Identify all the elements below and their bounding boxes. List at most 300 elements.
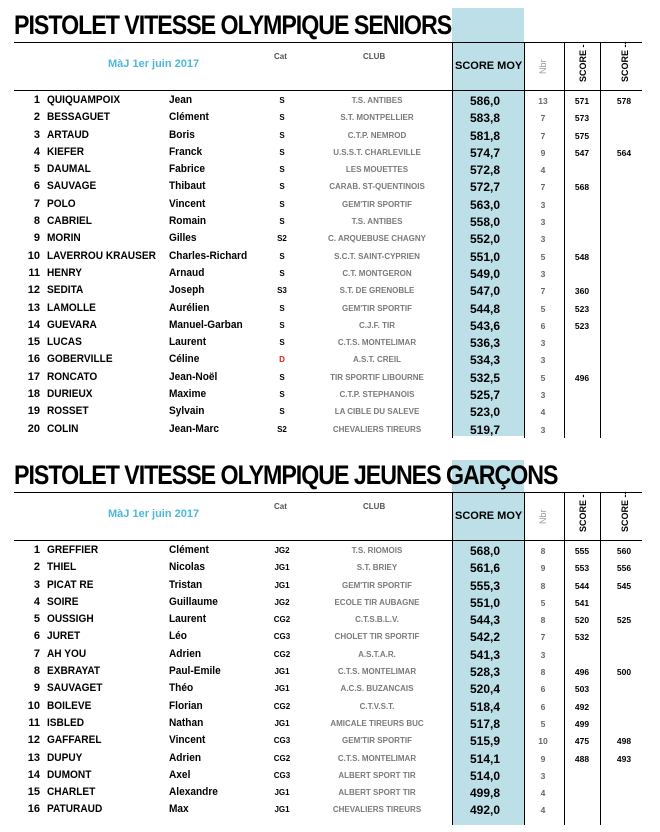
score-2-cell: 560 [616, 546, 632, 556]
first-name-cell: Céline [169, 353, 200, 366]
rank-cell: 3 [33, 578, 40, 591]
rank-cell: 7 [33, 197, 40, 210]
score-1-cell: 488 [574, 753, 590, 764]
average-score-cell: 549,0 [469, 266, 501, 281]
category-cell: S [279, 268, 285, 278]
club-cell: ECOLE TIR AUBAGNE [334, 597, 420, 607]
average-score-cell: 514,1 [469, 751, 501, 766]
score-1-cell: 360 [574, 286, 590, 297]
category-cell: CG3 [273, 736, 291, 746]
header-score-2: SCORE -- [620, 41, 630, 82]
header-top-rule [14, 42, 642, 43]
table-row [0, 646, 660, 663]
category-cell: S [279, 113, 285, 123]
first-name-cell: Jean-Noël [169, 370, 218, 383]
update-date: MàJ 1er juin 2017 [108, 58, 200, 70]
score-1-cell: 541 [574, 597, 590, 608]
match-count-cell: 5 [540, 251, 546, 262]
category-cell: JG1 [274, 718, 290, 728]
average-score-cell: 523,0 [469, 405, 501, 420]
last-name-cell: SAUVAGET [47, 682, 103, 695]
average-score-cell: 544,3 [469, 613, 501, 628]
table-row [0, 732, 660, 749]
first-name-cell: Théo [169, 682, 194, 695]
club-cell: C.T.S. MONTELIMAR [337, 338, 417, 348]
table-row [0, 680, 660, 697]
table-row [0, 559, 660, 576]
club-cell: C. ARQUEBUSE CHAGNY [328, 234, 426, 244]
score-1-cell: 575 [574, 130, 590, 141]
average-score-cell: 499,8 [469, 786, 501, 801]
category-cell: CG2 [273, 753, 291, 763]
category-cell: S [279, 407, 285, 417]
category-cell: S [279, 96, 285, 105]
score-1-cell: 547 [574, 147, 590, 158]
average-score-cell: 534,3 [469, 353, 501, 368]
table-row [0, 127, 660, 144]
header-score-1: SCORE - [578, 494, 588, 532]
table-row [0, 109, 660, 126]
header-cat: Cat [274, 502, 287, 511]
first-name-cell: Vincent [169, 734, 206, 747]
first-name-cell: Paul-Emile [169, 665, 221, 678]
table-row [0, 196, 660, 213]
match-count-cell: 8 [540, 615, 546, 626]
table-row [0, 351, 660, 368]
juniors-section [0, 450, 660, 832]
header-score-2: SCORE -- [620, 491, 630, 532]
table-row [0, 628, 660, 645]
last-name-cell: CHARLET [47, 786, 96, 799]
table-row [0, 594, 660, 611]
category-cell: JG2 [274, 546, 290, 555]
table-row [0, 577, 660, 594]
first-name-cell: Romain [169, 215, 207, 228]
match-count-cell: 7 [540, 130, 546, 141]
average-score-cell: 541,3 [469, 647, 501, 662]
average-score-cell: 586,0 [469, 94, 501, 108]
score-1-cell: 475 [574, 736, 590, 747]
category-cell: CG2 [273, 615, 291, 625]
first-name-cell: Jean [169, 94, 193, 106]
category-cell: S [279, 130, 285, 140]
last-name-cell: BESSAGUET [47, 111, 110, 124]
header-nbr: Nbr [538, 59, 548, 74]
first-name-cell: Axel [169, 768, 191, 781]
table-row [0, 663, 660, 680]
match-count-cell: 13 [538, 96, 548, 106]
first-name-cell: Fabrice [169, 163, 206, 176]
last-name-cell: MORIN [47, 232, 81, 245]
first-name-cell: Nicolas [169, 561, 206, 574]
category-cell: JG1 [274, 580, 290, 590]
rank-cell: 8 [33, 215, 40, 228]
average-score-cell: 492,0 [469, 803, 501, 818]
match-count-cell: 4 [540, 788, 546, 799]
score-1-cell: 496 [574, 372, 590, 383]
table-row [0, 144, 660, 161]
last-name-cell: DUMONT [47, 768, 92, 781]
club-cell: C.T.S.B.L.V. [355, 615, 399, 625]
rank-cell: 2 [33, 111, 40, 124]
header-bottom-rule [14, 90, 642, 91]
header-club: CLUB [363, 502, 386, 511]
score-1-cell: 553 [574, 563, 590, 574]
average-score-cell: 544,8 [469, 301, 501, 316]
category-cell: S [279, 165, 285, 175]
club-cell: A.C.S. BUZANCAIS [340, 684, 414, 694]
juniors-ranking-table [0, 542, 660, 819]
rank-cell: 3 [33, 128, 40, 141]
table-row [0, 282, 660, 299]
club-cell: U.S.S.T. CHARLEVILLE [333, 147, 421, 157]
category-cell: S2 [277, 234, 287, 244]
last-name-cell: LAVERROU KRAUSER [47, 249, 156, 262]
average-score-cell: 572,8 [469, 163, 501, 178]
header-top-rule [14, 492, 642, 493]
first-name-cell: Clément [169, 111, 209, 124]
last-name-cell: OUSSIGH [47, 613, 94, 626]
score-1-cell: 544 [574, 580, 590, 591]
rank-cell: 5 [33, 613, 40, 626]
last-name-cell: LAMOLLE [47, 301, 96, 314]
average-score-cell: 561,6 [469, 561, 501, 576]
first-name-cell: Franck [169, 145, 203, 158]
header-bottom-rule [14, 540, 642, 541]
score-1-cell: 571 [574, 96, 590, 106]
seniors-ranking-table [0, 92, 660, 438]
club-cell: ALBERT SPORT TIR [338, 788, 416, 798]
average-score-cell: 542,2 [469, 630, 501, 645]
last-name-cell: RONCATO [47, 370, 98, 383]
match-count-cell: 3 [540, 268, 546, 279]
average-score-cell: 568,0 [469, 544, 501, 558]
rank-cell: 11 [28, 266, 40, 279]
rank-cell: 16 [27, 803, 40, 816]
score-2-cell: 545 [616, 580, 632, 591]
first-name-cell: Jean-Marc [169, 422, 220, 435]
category-cell: S [279, 147, 285, 157]
score-1-cell: 503 [574, 684, 590, 695]
first-name-cell: Adrien [169, 647, 202, 660]
rank-cell: 15 [27, 336, 40, 349]
match-count-cell: 4 [540, 805, 546, 816]
last-name-cell: CABRIEL [47, 215, 92, 228]
first-name-cell: Léo [169, 630, 187, 643]
club-cell: LA CIBLE DU SALEVE [334, 407, 420, 417]
average-score-cell: 532,5 [469, 370, 501, 385]
last-name-cell: AH YOU [47, 647, 87, 660]
rank-cell: 20 [27, 422, 40, 435]
match-count-cell: 8 [540, 580, 546, 591]
rank-cell: 4 [33, 595, 40, 608]
header-cat: Cat [274, 52, 287, 61]
average-score-cell: 525,7 [469, 388, 501, 403]
score-1-cell: 523 [574, 320, 590, 331]
last-name-cell: ARTAUD [47, 128, 89, 141]
match-count-cell: 3 [540, 770, 546, 781]
score-1-cell: 532 [574, 632, 590, 643]
last-name-cell: GUEVARA [47, 318, 97, 331]
match-count-cell: 10 [538, 736, 548, 747]
last-name-cell: QUIQUAMPOIX [47, 94, 121, 106]
score-1-cell: 555 [574, 546, 590, 556]
category-cell: JG1 [274, 805, 290, 815]
rank-cell: 12 [27, 284, 40, 297]
last-name-cell: GREFFIER [47, 544, 99, 556]
rank-cell: 7 [33, 647, 40, 660]
first-name-cell: Arnaud [169, 266, 205, 279]
score-1-cell: 520 [574, 615, 590, 626]
club-cell: A.S.T.A.R. [358, 649, 396, 659]
category-cell: CG3 [273, 632, 291, 642]
match-count-cell: 3 [540, 649, 546, 660]
rank-cell: 13 [27, 301, 40, 314]
rank-cell: 17 [27, 370, 40, 383]
category-cell: S [279, 338, 285, 348]
match-count-cell: 7 [540, 632, 546, 643]
first-name-cell: Adrien [169, 751, 202, 764]
first-name-cell: Laurent [169, 336, 207, 349]
rank-cell: 16 [27, 353, 40, 366]
category-cell: JG1 [274, 684, 290, 694]
table-row [0, 265, 660, 282]
category-cell: S [279, 303, 285, 313]
last-name-cell: THIEL [47, 561, 77, 574]
table-row [0, 386, 660, 403]
score-2-cell: 525 [616, 615, 632, 626]
rank-cell: 14 [27, 768, 40, 781]
average-score-cell: 551,0 [469, 595, 501, 610]
header-score-moy: SCORE MOY [455, 60, 523, 72]
score-2-cell: 500 [616, 667, 632, 678]
match-count-cell: 7 [540, 286, 546, 297]
club-cell: CHEVALIERS TIREURS [332, 424, 422, 434]
category-cell: S [279, 390, 285, 400]
rank-cell: 5 [33, 163, 40, 176]
category-cell: CG2 [273, 649, 291, 659]
rank-cell: 1 [33, 544, 40, 556]
score-1-cell: 496 [574, 667, 590, 678]
rank-cell: 11 [28, 716, 40, 729]
average-score-cell: 583,8 [469, 111, 501, 126]
average-score-cell: 518,4 [469, 699, 501, 714]
rank-cell: 1 [33, 94, 40, 106]
rank-cell: 10 [27, 249, 40, 262]
average-score-cell: 574,7 [469, 145, 501, 160]
table-row [0, 248, 660, 265]
table-row [0, 178, 660, 195]
table-row [0, 92, 660, 109]
last-name-cell: PATURAUD [47, 803, 103, 816]
table-row [0, 611, 660, 628]
header-nbr: Nbr [538, 509, 548, 524]
match-count-cell: 5 [540, 372, 546, 383]
match-count-cell: 5 [540, 597, 546, 608]
club-cell: A.S.T. CREIL [352, 355, 401, 365]
first-name-cell: Joseph [169, 284, 205, 297]
last-name-cell: PICAT RE [47, 578, 94, 591]
average-score-cell: 543,6 [469, 318, 501, 333]
last-name-cell: DAUMAL [47, 163, 91, 176]
category-cell: D [279, 355, 285, 365]
average-score-cell: 551,0 [469, 249, 501, 264]
club-cell: S.C.T. SAINT-CYPRIEN [334, 251, 420, 261]
match-count-cell: 3 [540, 338, 546, 349]
first-name-cell: Charles-Richard [169, 249, 248, 262]
match-count-cell: 3 [540, 355, 546, 366]
score-2-cell: 564 [616, 147, 632, 158]
match-count-cell: 3 [540, 217, 546, 228]
score-1-cell: 548 [574, 251, 590, 262]
first-name-cell: Nathan [169, 716, 204, 729]
match-count-cell: 6 [540, 320, 546, 331]
first-name-cell: Gilles [169, 232, 197, 245]
last-name-cell: SEDITA [47, 284, 84, 297]
score-2-cell: 493 [616, 753, 632, 764]
match-count-cell: 8 [540, 667, 546, 678]
first-name-cell: Clément [169, 544, 209, 556]
rank-cell: 9 [33, 232, 40, 245]
match-count-cell: 7 [540, 182, 546, 193]
table-row [0, 767, 660, 784]
category-cell: S [279, 199, 285, 209]
table-row [0, 403, 660, 420]
score-1-cell: 499 [574, 718, 590, 729]
category-cell: S2 [277, 424, 287, 434]
club-cell: GEM'TIR SPORTIF [342, 736, 412, 746]
match-count-cell: 3 [540, 199, 546, 210]
rank-cell: 2 [33, 561, 40, 574]
average-score-cell: 515,9 [469, 734, 501, 749]
category-cell: JG1 [274, 563, 290, 573]
club-cell: C.T.V.S.T. [359, 701, 395, 711]
average-score-cell: 528,3 [469, 665, 501, 680]
category-cell: JG1 [274, 667, 290, 677]
club-cell: TIR SPORTIF LIBOURNE [330, 372, 424, 382]
header-club: CLUB [363, 52, 386, 61]
club-cell: AMICALE TIREURS BUC [330, 718, 424, 728]
score-1-cell: 492 [574, 701, 590, 712]
match-count-cell: 4 [540, 407, 546, 418]
last-name-cell: JURET [47, 630, 81, 643]
match-count-cell: 9 [540, 753, 546, 764]
rank-cell: 4 [33, 145, 40, 158]
match-count-cell: 6 [540, 701, 546, 712]
club-cell: GEM'TIR SPORTIF [342, 303, 412, 313]
seniors-title: PISTOLET VITESSE OLYMPIQUE SENIORS [14, 10, 452, 40]
category-cell: S [279, 251, 285, 261]
club-cell: C.J.F. TIR [358, 320, 395, 330]
match-count-cell: 6 [540, 684, 546, 695]
table-row [0, 784, 660, 801]
score-1-cell: 523 [574, 303, 590, 314]
first-name-cell: Thibaut [169, 180, 206, 193]
last-name-cell: GOBERVILLE [47, 353, 113, 366]
match-count-cell: 5 [540, 303, 546, 314]
match-count-cell: 5 [540, 718, 546, 729]
average-score-cell: 520,4 [469, 682, 501, 697]
average-score-cell: 547,0 [469, 284, 501, 299]
last-name-cell: HENRY [47, 266, 83, 279]
rank-cell: 10 [27, 699, 40, 712]
category-cell: CG2 [273, 701, 291, 711]
club-cell: GEM'TIR SPORTIF [342, 580, 412, 590]
last-name-cell: GAFFAREL [47, 734, 102, 747]
match-count-cell: 4 [540, 165, 546, 176]
match-count-cell: 7 [540, 113, 546, 124]
club-cell: C.T.P. STEPHANOIS [339, 390, 415, 400]
club-cell: CARAB. ST-QUENTINOIS [329, 182, 425, 192]
score-2-cell: 498 [616, 736, 632, 747]
first-name-cell: Guillaume [169, 595, 218, 608]
average-score-cell: 572,7 [469, 180, 501, 195]
last-name-cell: KIEFER [47, 145, 85, 158]
category-cell: S [279, 217, 285, 227]
table-row [0, 213, 660, 230]
match-count-cell: 9 [540, 563, 546, 574]
last-name-cell: SOIRE [47, 595, 79, 608]
rank-cell: 13 [27, 751, 40, 764]
rank-cell: 19 [27, 405, 40, 418]
category-cell: S [279, 182, 285, 192]
category-cell: CG3 [273, 770, 291, 780]
average-score-cell: 581,8 [469, 128, 501, 143]
last-name-cell: COLIN [47, 422, 79, 435]
average-score-cell: 558,0 [469, 215, 501, 230]
average-score-cell: 517,8 [469, 716, 501, 731]
header-score-moy: SCORE MOY [455, 510, 523, 522]
last-name-cell: LUCAS [47, 336, 82, 349]
score-2-cell: 556 [616, 563, 632, 574]
table-row [0, 542, 660, 559]
first-name-cell: Tristan [169, 578, 203, 591]
score-1-cell: 568 [574, 182, 590, 193]
club-cell: S.T. DE GRENOBLE [339, 286, 415, 296]
last-name-cell: POLO [47, 197, 76, 210]
table-row [0, 715, 660, 732]
last-name-cell: BOILEVE [47, 699, 92, 712]
match-count-cell: 9 [540, 147, 546, 158]
category-cell: JG1 [274, 788, 290, 798]
average-score-cell: 563,0 [469, 197, 501, 212]
category-cell: JG2 [274, 597, 290, 607]
average-score-cell: 536,3 [469, 336, 501, 351]
club-cell: ALBERT SPORT TIR [338, 770, 416, 780]
match-count-cell: 3 [540, 234, 546, 245]
first-name-cell: Maxime [169, 388, 207, 401]
table-row [0, 317, 660, 334]
last-name-cell: SAUVAGE [47, 180, 97, 193]
table-row [0, 698, 660, 715]
juniors-title: PISTOLET VITESSE OLYMPIQUE JEUNES GARÇONS [14, 460, 558, 490]
first-name-cell: Florian [169, 699, 203, 712]
average-score-cell: 552,0 [469, 232, 501, 247]
table-row [0, 421, 660, 438]
first-name-cell: Sylvain [169, 405, 205, 418]
table-row [0, 750, 660, 767]
table-row [0, 161, 660, 178]
category-cell: S [279, 372, 285, 382]
club-cell: C.T.P. NEMROD [347, 130, 407, 140]
first-name-cell: Aurélien [169, 301, 210, 314]
table-row [0, 369, 660, 386]
score-2-cell: 578 [616, 96, 632, 106]
match-count-cell: 3 [540, 390, 546, 401]
rank-cell: 6 [33, 630, 40, 643]
rank-cell: 9 [33, 682, 40, 695]
table-row [0, 300, 660, 317]
